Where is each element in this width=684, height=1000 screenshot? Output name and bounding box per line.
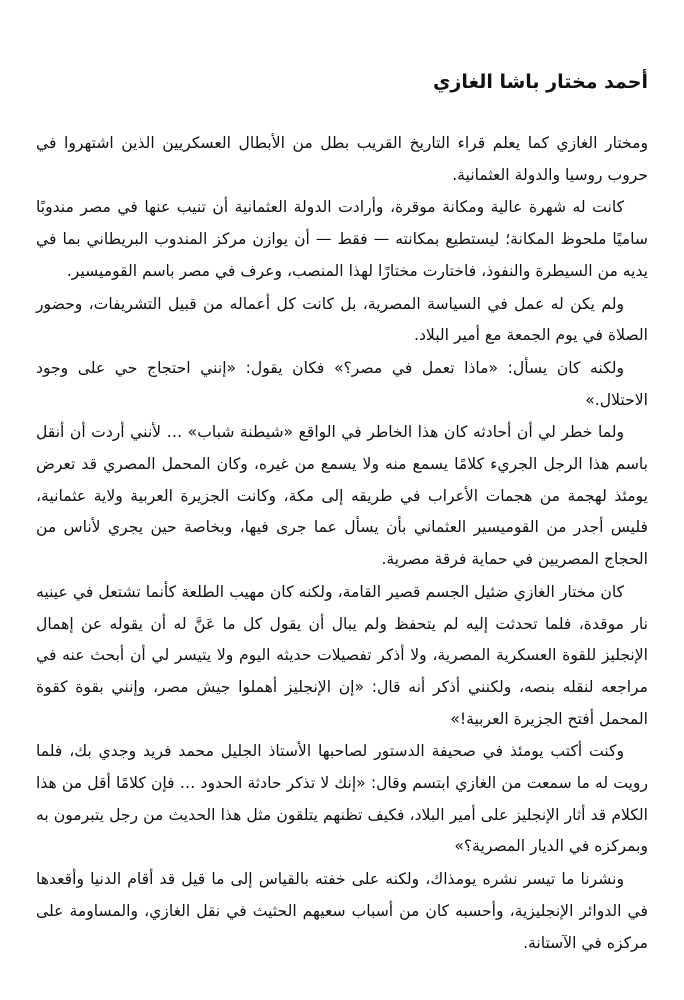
paragraph-4: ولكنه كان يسأل: «ماذا تعمل في مصر؟» فكان يقول: «إنني احتجاج حي على وجود الاحتلال.»: [36, 358, 648, 409]
paragraph-1: ومختار الغازي كما يعلم قراء التاريخ القريب بطل من الأبطال العسكريين الذين اشتهروا في حروب روسيا والدولة العثمانية.: [36, 134, 648, 184]
document-page: [36, 66, 648, 960]
paragraph-8: ونشرنا ما تيسر نشره يومذاك، ولكنه على خفته بالقياس إلى ما قيل قد أقام الدنيا وأقعدها في الدوائر الإنجليزية، وأحسبه كان من أسباب سعيهم الحثيث في نقل الغازي، والمساومة على مركزه في الآستانة.: [36, 870, 648, 952]
paragraph-2: كانت له شهرة عالية ومكانة موقرة، وأرادت الدولة العثمانية أن تنيب عنها في مصر مندوبًا ساميًا ملحوظ المكانة؛ ليستطيع بمكانته — فقط — أن يوازن مركز المندوب البريطاني بما في يديه من السيطرة والنفوذ، فاختارت مختارًا لهذا المنصب، وعرف في مصر باسم القوميسير.: [36, 198, 648, 280]
paragraph-6: كان مختار الغازي ضئيل الجسم قصير القامة، ولكنه كان مهيب الطلعة كأنما تشتعل في عينيه نار موقدة، فلما تحدثت إليه لم يتحفظ ولم يبال أن يقول كل ما عَنَّ له أن يقوله عن إهمال الإنجليز للقوة العسكرية المصرية، ولا أذكر تفصيلات حديثه اليوم ولا يتيسر لي أن أبحث عنه في مراجعه لنقله بنصه، ولكنني أذكر أنه قال: «إن الإنجليز أهملوا جيش مصر، وإنني بقوة كقوة المحمل أفتح الجزيرة العربية!»: [36, 582, 648, 728]
paragraph-5: ولما خطر لي أن أحادثه كان هذا الخاطر في الواقع «شيطنة شباب» … لأنني أردت أن أنقل باسم هذا الرجل الجريء كلامًا يسمع منه ولا يسمع من غيره، وكان المحمل المصري قد تعرض يومئذ لهجمة من هجمات الأعراب في طريقه إلى مكة، وكانت الجزيرة العربية ولاية عثمانية، فليس أجدر من القوميسير العثماني بأن يسأل عما جرى فيها، وبخاصة حين يجري لأناس من الحجاج المصريين في حماية فرقة مصرية.: [36, 423, 648, 569]
paragraph-7: وكنت أكتب يومئذ في صحيفة الدستور لصاحبها الأستاذ الجليل محمد فريد وجدي بك، فلما رويت له ما سمعت من الغازي ابتسم وقال: «إنك لا تذكر حادثة الحدود … فإن كلامًا أقل من هذا الكلام قد أثار الإنجليز على أمير البلاد، فكيف تظنهم يتلقون مثل هذا الحديث من رجل يتبرمون به وبمركزه في الديار المصرية؟»: [36, 742, 648, 856]
page-title: أحمد مختار باشا الغازي: [433, 71, 648, 93]
paragraph-3: ولم يكن له عمل في السياسة المصرية، بل كانت كل أعماله من قبيل التشريفات، وحضور الصلاة في يوم الجمعة مع أمير البلاد.: [36, 294, 648, 345]
